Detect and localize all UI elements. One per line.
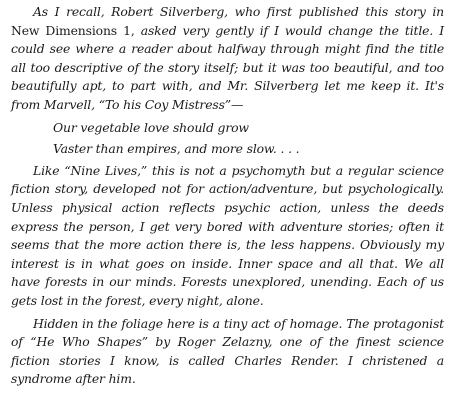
quote-line-2: Vaster than empires, and more slow. . . .	[53, 141, 300, 157]
quote-line-1: Our vegetable love should grow	[53, 119, 249, 135]
paragraph-third: Hidden in the foliage here is a tiny act of homage. The protagonist of “He Who Shapes” by Roger Zelazny, one of the finest science fiction stories I know, is called Charles Render. I christened a syndrome after him.	[11, 315, 444, 387]
paragraph-intro	[11, 3, 444, 115]
poem-quote	[53, 119, 444, 159]
intro-text-2: asked very gently if I would change the title. I could see where a reader about halfway through might find the title all too descriptive of the story itself; but it was too beautiful, and too beautifully apt, to part with, and Mr. Silverberg let me keep it. It's from Marvell, “To his Coy Mistress”—	[11, 22, 444, 112]
intro-publication-title: New Dimensions 1,	[11, 22, 135, 38]
paragraph-second: Like “Nine Lives,” this is not a psychomyth but a regular science fiction story, developed not for action/adventure, but psychologically. Unless physical action reflects psychic action, unless the deeds express the person, I get very bored with adventure stories; often it seems that the more action there is, the less happens. Obviously my interest is in what goes on inside. Inner space and all that. We all have forests in our minds. Forests unexplored, unending. Each of us gets lost in the forest, every night, alone.	[11, 162, 444, 308]
intro-text-1: As I recall, Robert Silverberg, who first published this story in	[33, 4, 444, 19]
